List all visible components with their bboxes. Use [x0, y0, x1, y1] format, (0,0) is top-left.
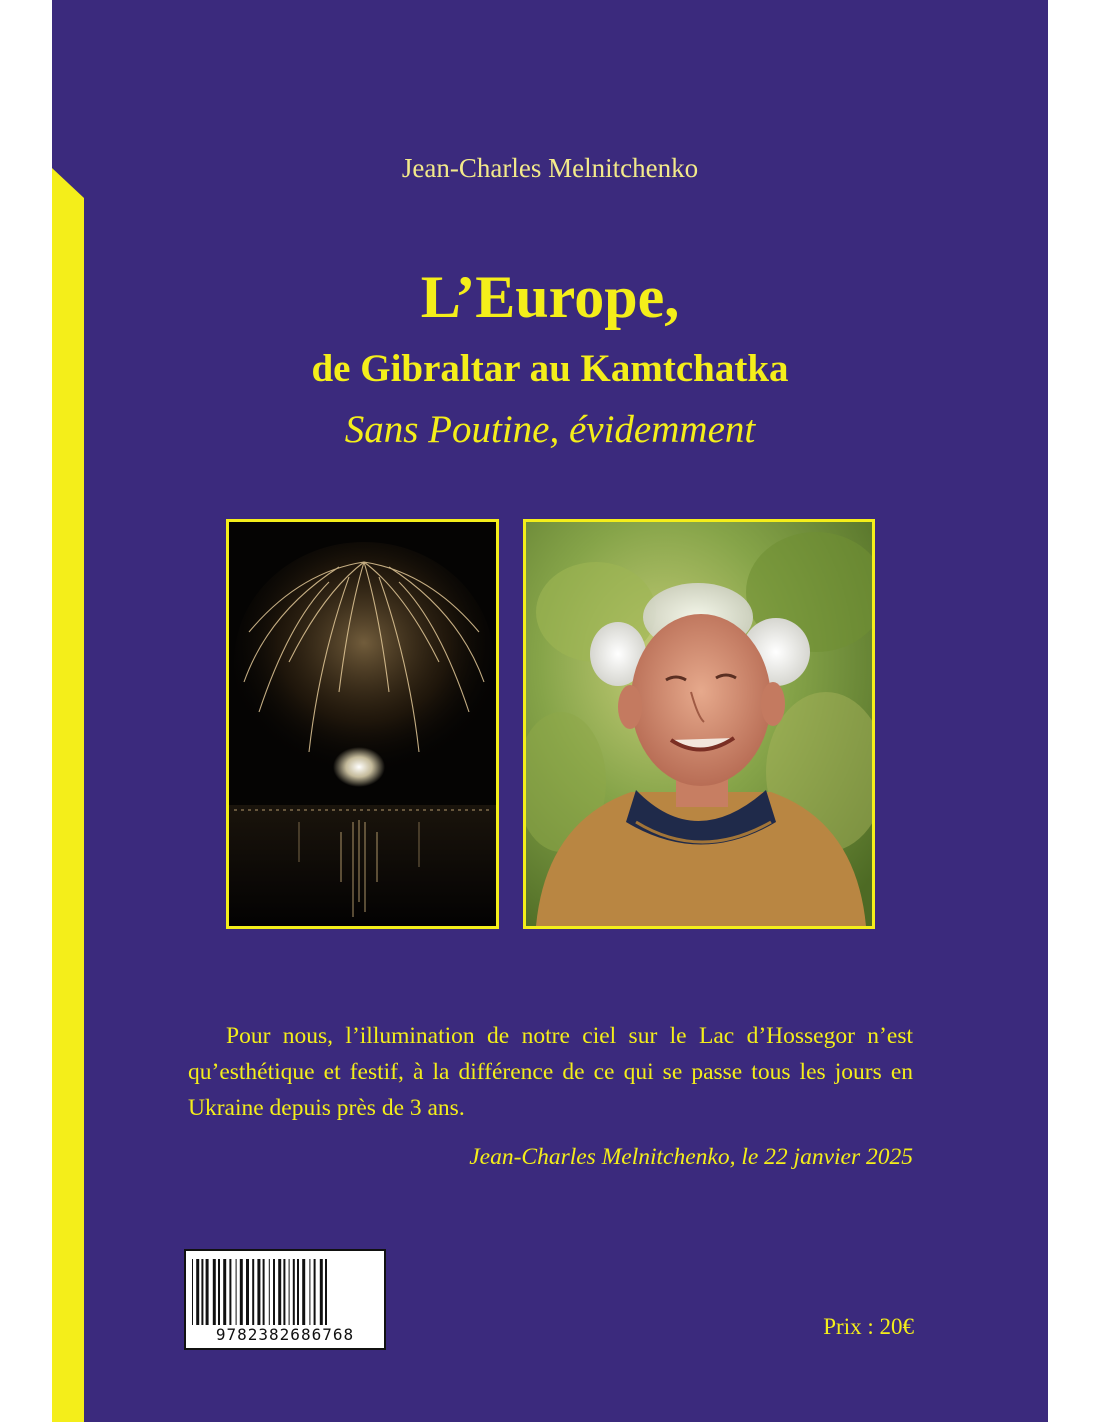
- blurb-text: Pour nous, l’illumination de notre ciel sur le Lac d’Hossegor n’est qu’esthétique et festif, à la différence de ce qui se passe tous les jours en Ukraine depuis près de 3 ans.: [188, 1023, 913, 1121]
- fireworks-photo: [226, 519, 499, 929]
- blurb-signature: Jean-Charles Melnitchenko, le 22 janvier 2025: [469, 1144, 913, 1170]
- isbn-barcode: [184, 1249, 386, 1350]
- author-name: Jean-Charles Melnitchenko: [401, 153, 699, 183]
- isbn-number: 9782382686768: [215, 1325, 355, 1344]
- price-label: Prix : 20€: [823, 1314, 914, 1339]
- book-tagline: Sans Poutine, évidemment: [344, 408, 756, 451]
- book-subtitle: de Gibraltar au Kamtchatka: [311, 347, 789, 390]
- author-portrait-photo: [523, 519, 875, 929]
- book-title: L’Europe,: [420, 264, 680, 330]
- barcode-bars: [190, 1259, 380, 1325]
- fireworks-image: [229, 522, 496, 926]
- portrait-image: [526, 522, 872, 926]
